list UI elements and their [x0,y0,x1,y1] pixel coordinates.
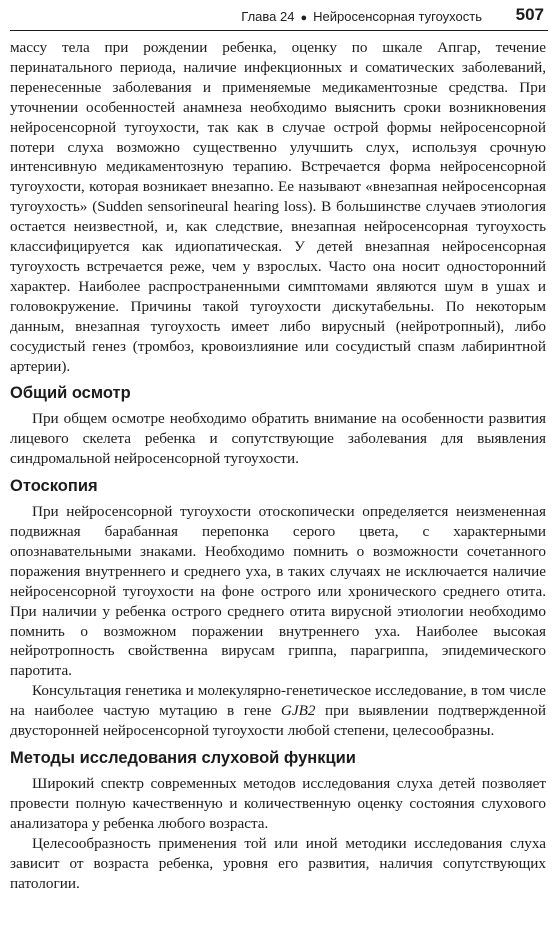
general-exam-paragraph: При общем осмотре необходимо обратить внимание на особенности развития лицевого скелета ребенка и сопутствующие заболевания для выявления синдромальной нейросенсорной тугоухости. [10,410,546,468]
running-header [10,0,548,32]
genetics-text-before: Консультация генетика и молекулярно-генетическое исследование, в том числе на наиболее частую мутацию в гене [10,682,546,720]
section-heading-general-exam: Общий осмотр [10,384,131,403]
header-divider [10,30,548,31]
hearing-methods-paragraph-2: Целесообразность применения той или иной методики исследования слуха зависит от возраста ребенка, уровня его развития, наличия сопутствующих патологии. [10,834,546,892]
section-heading-hearing-methods: Методы исследования слуховой функции [10,749,356,767]
genetics-paragraph [10,681,546,741]
running-header-chapter [241,9,482,24]
intro-paragraph: массу тела при рождении ребенка, оценку по шкале Апгар, течение перинатального периода, наличие инфекционных и соматических заболеваний, перенесенные заболевания и применяемые медикаментозные средства. При уточнении особенностей анамнеза необходимо выяснить сроки возникновения нейросенсорной тугоухости, так как в случае острой формы нейросенсорной потери слуха возможно существенно улучшить слух, используя срочную интенсивную медикаментозную терапию. Встречается форма нейросенсорной тугоухости, которая возникает внезапно. Ее называют «внезапная нейросенсорная тугоухость» (Sudden sensorineural hearing loss). В большинстве случаев этиология остается неизвестной, и, как следствие, внезапная нейросенсорная тугоухость классифицируется как идиопатическая. У детей внезапная нейросенсорная тугоухость встречается реже, чем у взрослых. Часто она носит односторонний характер. Наиболее распространенными симптомами являются шум в ушах и головокружение. Причины такой тугоухости дискутабельны. По некоторым данным, внезапная тугоухость имеет либо вирусный (нейротропный), либо сосудистый генез (тромбоз, кровоизлияние или сосудистый спазм лабиринтной артерии). [10,39,546,375]
hearing-methods-paragraph-1: Широкий спектр современных методов исследования слуха детей позволяет провести полную качественную и количественную оценку состояния слухового анализатора у ребенка любого возраста. [10,775,546,832]
chapter-label: Глава 24 [241,9,295,24]
bullet-icon: ● [300,12,308,24]
genetics-text-after: при выявлении подтвержденной двусторонней нейросенсорной тугоухости любой степени, целесообразны. [10,702,546,740]
otoscopy-paragraph: При нейросенсорной тугоухости отоскопически определяется неизмененная подвижная барабанная перепонка серого цвета, с характерными опознавательными знаками. Необходимо помнить о возможности сочетанного поражения внутреннего и среднего уха, в таких случаях не исключается наличие нейросенсорной тугоухости на фоне острого или хронического среднего отита. При наличии у ребенка острого среднего отита вирусной этиологии необходимо помнить о возможном поражении внутреннего уха. Наиболее высокая нейротропность свойственна вирусам гриппа, парагриппа, эпидемического паротита. [10,503,546,680]
page-body [10,38,546,893]
page-number: 507 [515,5,544,24]
chapter-title: Нейросенсорная тугоухость [313,9,482,24]
gene-name: GJB2 [280,702,316,720]
section-heading-otoscopy: Отоскопия [10,477,98,496]
